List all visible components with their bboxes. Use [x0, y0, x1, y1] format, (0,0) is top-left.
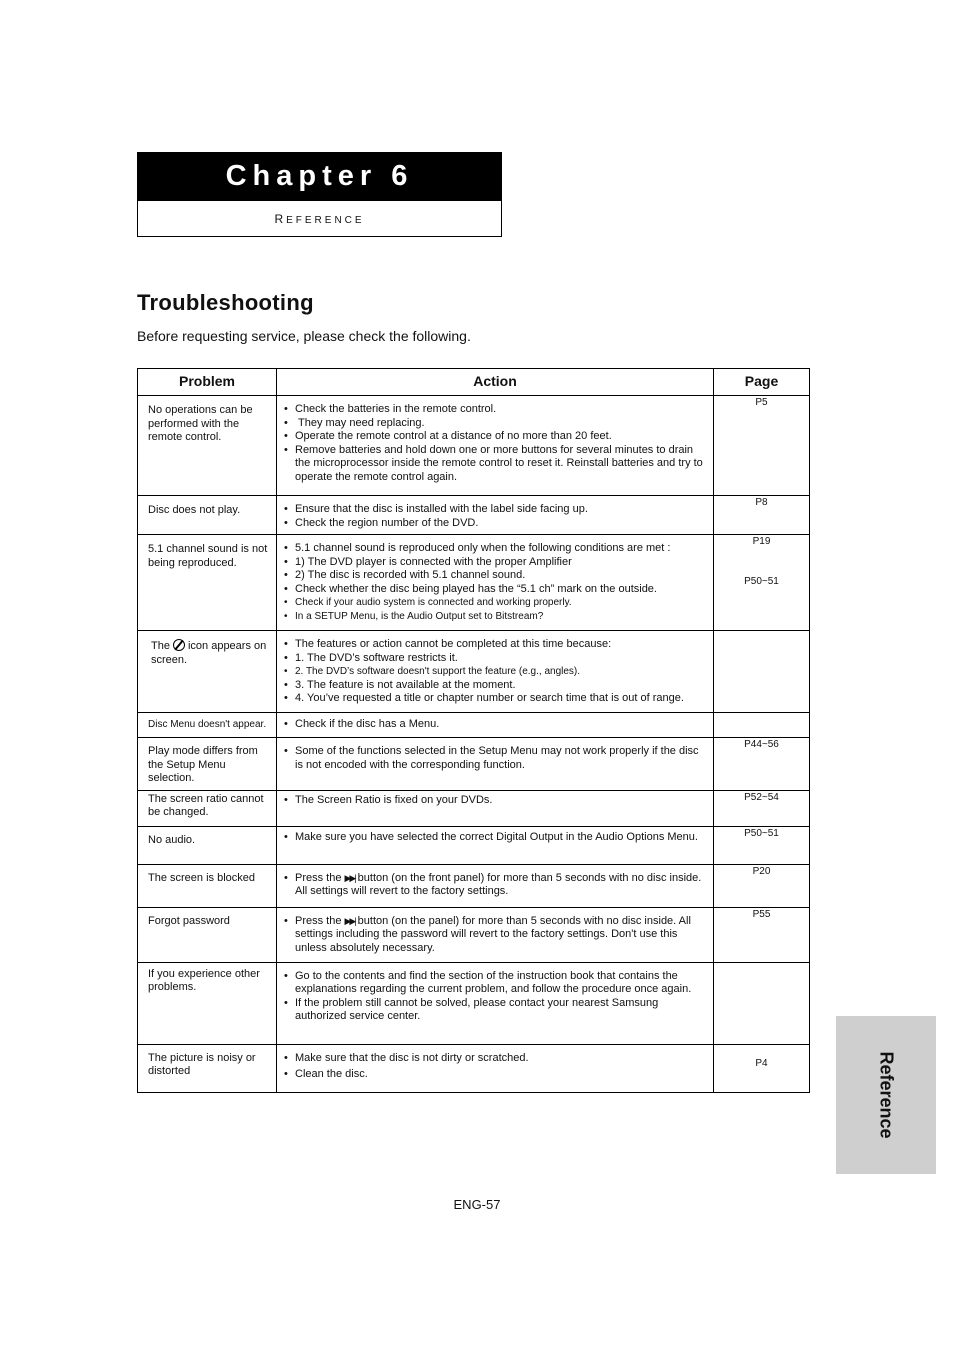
action-item: • Check whether the disc being played has the “5.1 ch” mark on the outside. — [284, 583, 705, 597]
page-cell — [714, 713, 810, 738]
problem-cell: The picture is noisy or distorted — [138, 1044, 277, 1092]
problem-cell: The screen is blocked — [138, 864, 277, 907]
problem-cell — [138, 631, 277, 713]
skip-forward-icon: ▶▶| — [344, 872, 355, 883]
action-cell — [277, 396, 714, 496]
page-ref: P5 — [755, 397, 768, 408]
action-cell — [277, 790, 714, 826]
problem-cell: Disc does not play. — [138, 496, 277, 535]
table-row — [138, 790, 810, 826]
chapter-title: Chapter 6 — [138, 153, 501, 201]
table-row — [138, 631, 810, 713]
action-cell — [277, 535, 714, 631]
action-cell — [277, 907, 714, 962]
problem-cell: Forgot password — [138, 907, 277, 962]
side-tab-label: Reference — [876, 1051, 897, 1139]
action-item: • 2) The disc is recorded with 5.1 channel sound. — [284, 569, 705, 583]
chapter-header — [137, 152, 502, 237]
action-item: • Operate the remote control at a distance of no more than 20 feet. — [284, 430, 705, 444]
page-ref: P44~56 — [744, 739, 779, 750]
action-cell — [277, 826, 714, 864]
page-cell — [714, 496, 810, 535]
page-ref: P19 — [752, 536, 771, 547]
problem-cell: No operations can be performed with the remote control. — [138, 396, 277, 496]
chapter-subtitle: reference — [274, 208, 365, 227]
table-row — [138, 535, 810, 631]
action-item: • 1. The DVD’s software restricts it. — [284, 652, 705, 666]
action-item — [284, 872, 705, 899]
action-item — [284, 915, 705, 956]
troubleshooting-table — [137, 368, 810, 1093]
action-item: • Make sure you have selected the correct Digital Output in the Audio Options Menu. — [284, 831, 705, 845]
action-item: • The features or action cannot be completed at this time because: — [284, 638, 705, 652]
action-item: • Check the region number of the DVD. — [284, 517, 705, 531]
action-cell — [277, 738, 714, 791]
problem-cell: The screen ratio cannot be changed. — [138, 790, 277, 826]
column-header-page: Page — [714, 369, 810, 396]
page-cell — [714, 962, 810, 1044]
page-ref: P50~51 — [744, 575, 779, 587]
problem-text-prefix: The — [151, 640, 170, 652]
page-ref: P4 — [755, 1057, 768, 1069]
problem-cell: Play mode differs from the Setup Menu selection. — [138, 738, 277, 791]
page-cell — [714, 907, 810, 962]
skip-forward-icon: ▶▶| — [344, 915, 355, 926]
action-cell — [277, 496, 714, 535]
column-header-action: Action — [277, 369, 714, 396]
page-cell — [714, 1044, 810, 1092]
page-cell — [714, 790, 810, 826]
table-row — [138, 907, 810, 962]
action-item: • Go to the contents and find the section of the instruction book that contains the explanations regarding the current problem, and follow the procedure once again. — [284, 970, 705, 997]
action-item: • Some of the functions selected in the Setup Menu may not work properly if the disc is not encoded with the corresponding function. — [284, 745, 705, 772]
page-ref: P55 — [752, 908, 771, 920]
page-cell — [714, 864, 810, 907]
action-text-prefix: Press the — [295, 871, 342, 884]
action-item: • 2. The DVD’s software doesn't support the feature (e.g., angles). — [284, 665, 705, 679]
action-cell — [277, 962, 714, 1044]
intro-text: Before requesting service, please check the following. — [137, 328, 471, 344]
action-item: • Check if your audio system is connected and working properly. — [284, 596, 705, 610]
page-ref: P8 — [755, 497, 768, 508]
page-title: Troubleshooting — [137, 290, 314, 315]
problem-cell: If you experience other problems. — [138, 962, 277, 1044]
action-cell — [277, 864, 714, 907]
action-item: • The Screen Ratio is fixed on your DVDs. — [284, 794, 705, 808]
page-cell — [714, 535, 810, 631]
page-ref: P52~54 — [744, 791, 779, 803]
table-row — [138, 1044, 810, 1092]
column-header-problem: Problem — [138, 369, 277, 396]
action-cell — [277, 713, 714, 738]
table-row — [138, 962, 810, 1044]
page-number: ENG-57 — [453, 1197, 501, 1212]
action-cell — [277, 631, 714, 713]
action-item: • 1) The DVD player is connected with the proper Amplifier — [284, 556, 705, 570]
action-item: • Ensure that the disc is installed with the label side facing up. — [284, 503, 705, 517]
action-item: • Make sure that the disc is not dirty or scratched. — [284, 1052, 705, 1066]
section-side-tab — [836, 1016, 936, 1174]
action-cell — [277, 1044, 714, 1092]
action-text-suffix: button (on the front panel) for more than 5 seconds with no disc inside. All settings will revert to the factory settings. — [295, 871, 702, 897]
action-item: • 4. You’ve requested a title or chapter number or search time that is out of range. — [284, 692, 705, 706]
problem-cell: Disc Menu doesn't appear. — [138, 713, 277, 738]
page-cell — [714, 396, 810, 496]
problem-text-suffix: icon appears on screen. — [151, 640, 267, 666]
action-item: • Check if the disc has a Menu. — [284, 718, 705, 732]
table-row — [138, 496, 810, 535]
table-row — [138, 738, 810, 791]
problem-cell: 5.1 channel sound is not being reproduced. — [138, 535, 277, 631]
action-text-prefix: Press the — [295, 914, 342, 927]
action-item: • Clean the disc. — [284, 1068, 705, 1082]
page-cell — [714, 631, 810, 713]
forbidden-icon — [173, 639, 185, 651]
page-cell — [714, 826, 810, 864]
action-item: • 3. The feature is not available at the moment. — [284, 679, 705, 693]
page-ref: P20 — [752, 865, 771, 877]
action-item: • Remove batteries and hold down one or more buttons for several minutes to drain the microprocessor inside the remote control to reset it. Reinstall batteries and try to operate the remote control again. — [284, 444, 705, 485]
table-header-row — [138, 369, 810, 396]
table-row — [138, 713, 810, 738]
action-item: • 5.1 channel sound is reproduced only when the following conditions are met : — [284, 542, 705, 556]
action-item: • They may need replacing. — [284, 417, 705, 431]
page-cell — [714, 738, 810, 791]
table-row — [138, 396, 810, 496]
table-row — [138, 864, 810, 907]
problem-cell: No audio. — [138, 826, 277, 864]
table-row — [138, 826, 810, 864]
action-item: • If the problem still cannot be solved, please contact your nearest Samsung authorized service center. — [284, 997, 705, 1024]
action-text-suffix: button (on the panel) for more than 5 seconds with no disc inside. All settings including the password will revert to the factory settings. Don't use this unless absolutely necessary. — [295, 914, 691, 954]
action-item: • In a SETUP Menu, is the Audio Output set to Bitstream? — [284, 610, 705, 624]
page-ref: P50~51 — [744, 827, 779, 839]
action-item: • Check the batteries in the remote control. — [284, 403, 705, 417]
